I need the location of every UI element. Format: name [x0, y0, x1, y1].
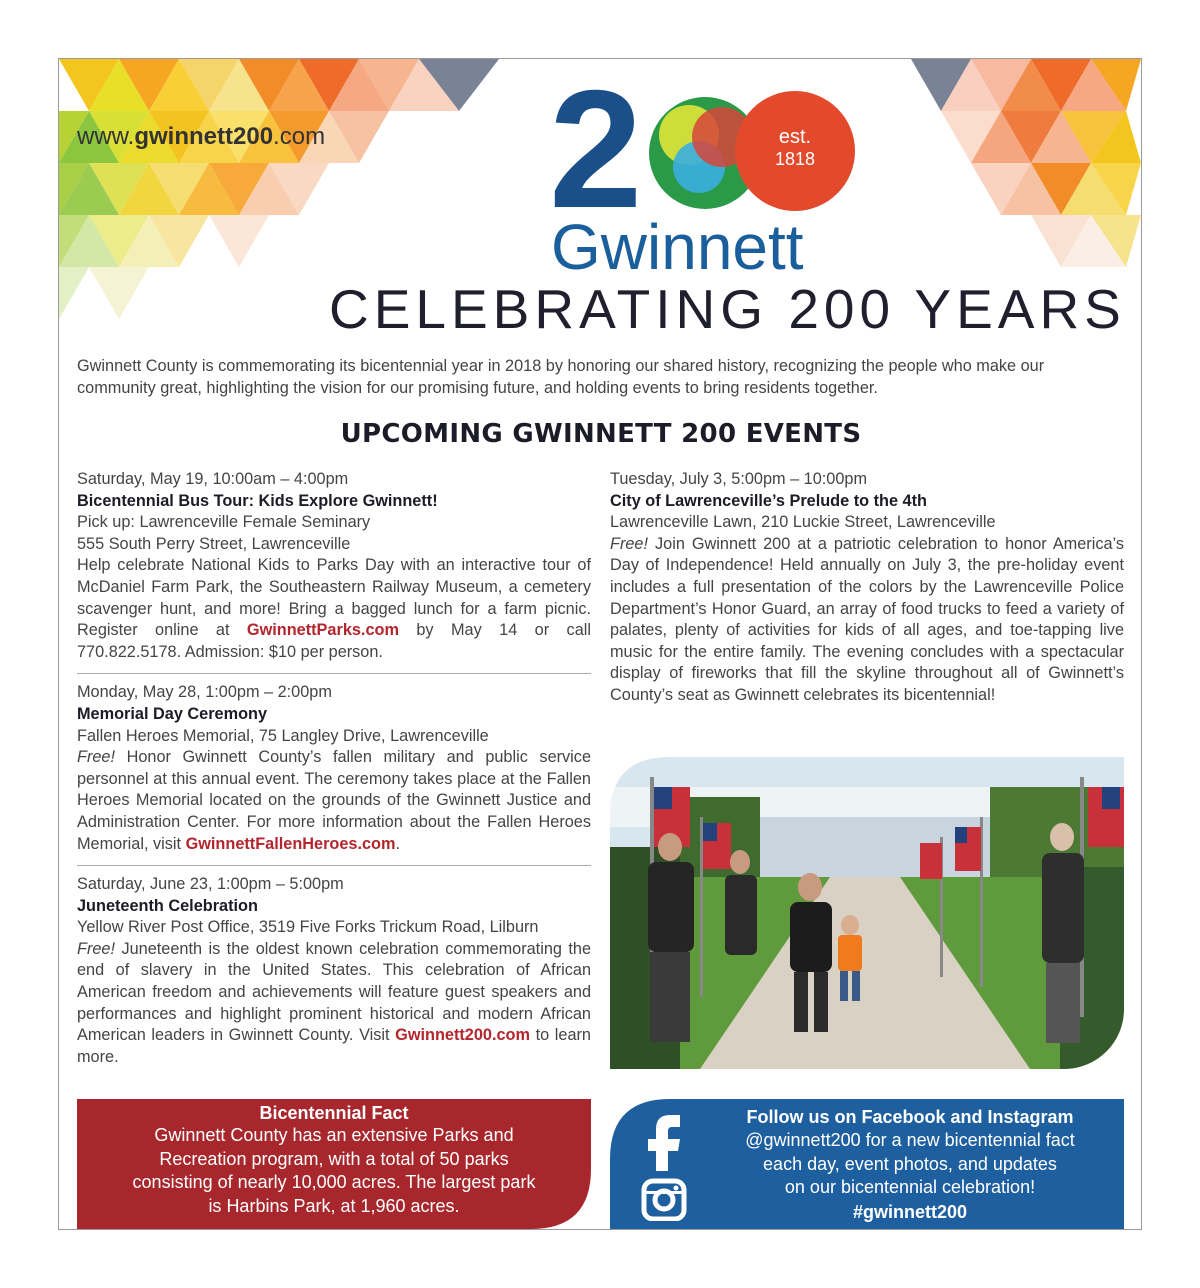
page-headline: CELEBRATING 200 YEARS: [329, 278, 1126, 340]
event-description: Join Gwinnett 200 at a patriotic celebration to honor America’s Day of Independence! Held annually on July 3, the pre-holiday event includes a full presentation of the colors by the Lawrenceville Police Department’s Honor Guard, an array of food trucks to feed a variety of palates, plenty of activities for kids of all ages, and toe-tapping live music for the entire family. The evening concludes with a spectacular display of fireworks that fill the skyline throughout all of Gwinnett’s County’s seat as Gwinnett celebrates its bicentennial!: [610, 534, 1125, 704]
social-line: on our bicentennial celebration!: [784, 1177, 1036, 1197]
flyer-frame: [58, 58, 1142, 1230]
social-line: each day, event photos, and updates: [763, 1153, 1057, 1174]
event-description: Juneteenth is the oldest known celebration commemorating the end of slavery in the United States. This celebration of African American freedom and achievements will feature guest speakers and performances and highlight prominent historical and modern African American leaders in Gwinnett County. Visit: [77, 939, 592, 1045]
intro-paragraph: Gwinnett County is commemorating its bicentennial year in 2018 by honoring our shared history, recognizing the people who make our community great, highlighting the vision for our promising future, and holding events to bring residents together.: [77, 357, 1045, 397]
facebook-icon[interactable]: [648, 1115, 680, 1171]
event-title: Memorial Day Ceremony: [77, 704, 268, 723]
social-icons: [630, 1111, 700, 1221]
event-description-end: to learn more.: [77, 1026, 591, 1066]
gwinnett-200-logo: [547, 65, 867, 295]
social-follow-box: [610, 1099, 1124, 1229]
event-prelude-4th: [610, 469, 1124, 707]
logo-digit-two: 2: [549, 65, 643, 243]
logo-est: est.: [778, 126, 812, 148]
social-title: Follow us on Facebook and Instagram: [746, 1107, 1074, 1127]
divider: [77, 673, 591, 674]
event-description: Honor Gwinnett County’s fallen military and public service personnel at this annual event. The ceremony takes place at the Fallen Heroes Memorial located on the grounds of the Gwinnett Justice and Administration Center. For more information about the Fallen Heroes Memorial, visit: [77, 748, 591, 853]
event-description-end: .: [395, 834, 401, 853]
website-url[interactable]: www.gwinnett200.com: [77, 123, 326, 150]
event-title: City of Lawrenceville’s Prelude to the 4th: [610, 491, 927, 510]
memorial-day-photo: [610, 757, 1124, 1069]
event-location: Pick up: Lawrenceville Female Seminary: [77, 513, 371, 532]
free-label: Free!: [77, 748, 116, 767]
event-location: Fallen Heroes Memorial, 75 Langley Drive, Lawrenceville: [77, 726, 489, 745]
event-description: Help celebrate National Kids to Parks Day with an interactive tour of McDaniel Farm Park, the Southeastern Railway Museum, a cemetery scavenger hunt, and more! Bring a bagged lunch for a farm picnic. Register online at: [77, 556, 591, 640]
event-date: Monday, May 28, 1:00pm – 2:00pm: [77, 683, 332, 702]
event-location: Lawrenceville Lawn, 210 Luckie Street, Lawrenceville: [610, 513, 996, 532]
fact-line: Recreation program, with a total of 50 parks: [159, 1148, 509, 1169]
fact-title: Bicentennial Fact: [259, 1103, 409, 1123]
event-memorial-day: [77, 682, 591, 855]
event-date: Saturday, June 23, 1:00pm – 5:00pm: [77, 875, 344, 894]
event-juneteenth: [77, 874, 591, 1068]
social-line[interactable]: @gwinnett200 for a new bicentennial fact: [745, 1130, 1075, 1150]
event-title: Bicentennial Bus Tour: Kids Explore Gwinnett!: [77, 491, 438, 510]
fact-line: Gwinnett County has an extensive Parks and: [154, 1125, 514, 1145]
event-address: 555 South Perry Street, Lawrenceville: [77, 534, 351, 553]
event-date: Saturday, May 19, 10:00am – 4:00pm: [77, 470, 349, 488]
social-text: [710, 1105, 1110, 1224]
fact-line: consisting of nearly 10,000 acres. The largest park: [132, 1172, 536, 1192]
fallen-heroes-link[interactable]: GwinnettFallenHeroes.com: [185, 834, 396, 853]
event-bus-tour: [77, 469, 591, 663]
instagram-icon[interactable]: [644, 1181, 684, 1219]
gwinnett200-link[interactable]: Gwinnett200.com: [395, 1026, 530, 1045]
fact-line: is Harbins Park, at 1,960 acres.: [208, 1195, 460, 1216]
logo-year: 1818: [774, 149, 816, 169]
event-date: Tuesday, July 3, 5:00pm – 10:00pm: [610, 470, 868, 488]
hashtag[interactable]: #gwinnett200: [852, 1201, 968, 1222]
logo-name: Gwinnett: [551, 211, 804, 283]
divider: [77, 865, 591, 866]
events-section-title: UPCOMING GWINNETT 200 EVENTS: [340, 419, 862, 449]
free-label: Free!: [610, 534, 649, 553]
event-description-end: by May 14 or call 770.822.5178. Admission: $10 per person.: [77, 621, 591, 661]
gwinnett-parks-link[interactable]: GwinnettParks.com: [246, 621, 399, 640]
free-label: Free!: [77, 939, 116, 958]
event-title: Juneteenth Celebration: [77, 896, 258, 915]
events-column-right: [610, 469, 1124, 707]
event-location: Yellow River Post Office, 3519 Five Forks Trickum Road, Lilburn: [77, 918, 539, 937]
events-column-left: [77, 469, 591, 1068]
bicentennial-fact-box: [77, 1099, 591, 1229]
